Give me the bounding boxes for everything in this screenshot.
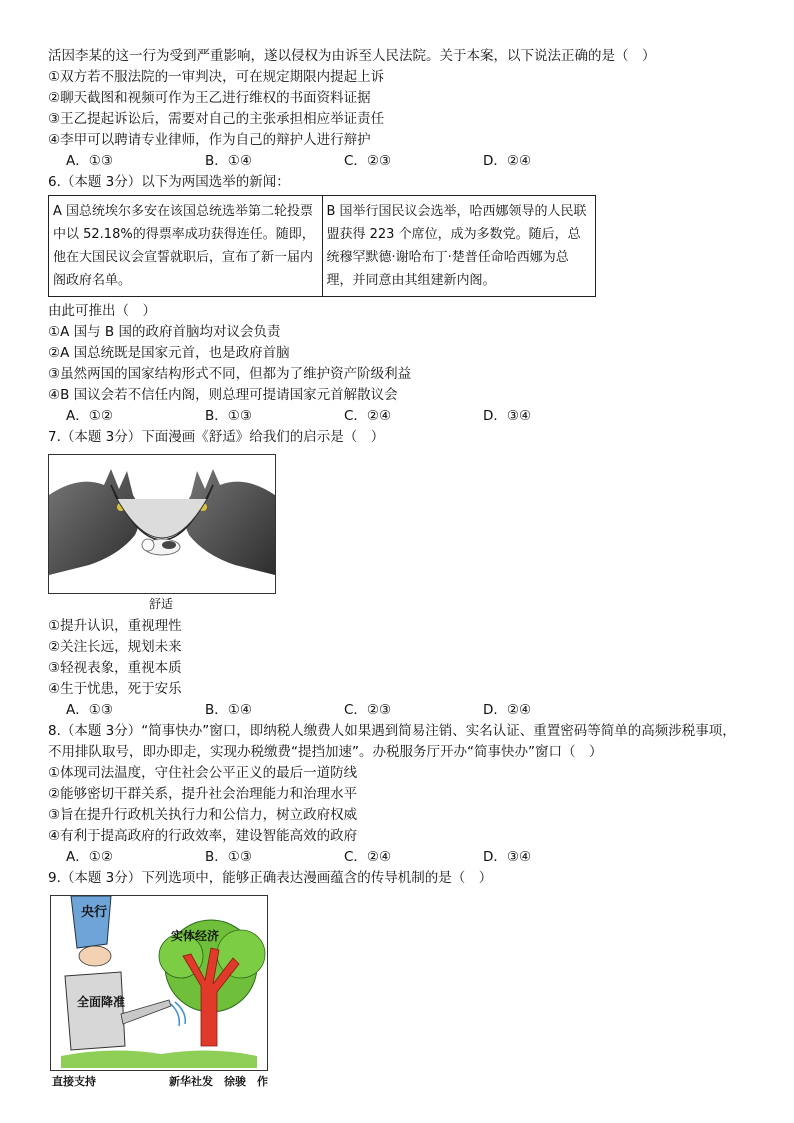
question-5 (48, 46, 748, 172)
question-5-item: ②聊天截图和视频可作为王乙进行维权的书面资料证据 (48, 90, 371, 106)
option-b[interactable]: B．①③ (205, 408, 252, 424)
option-b[interactable]: B．①④ (205, 702, 252, 718)
option-d[interactable]: D．②④ (483, 702, 532, 718)
label-reserve-cut: 全面降准 (77, 995, 126, 1009)
cartoon-caption: 舒适 (148, 597, 173, 611)
question-6-item: ③虽然两国的国家结构形式不同，但都为了维护资产阶级利益 (48, 366, 412, 382)
question-7-item: ①提升认识，重视理性 (48, 618, 182, 634)
question-8-item: ③旨在提升行政机关执行力和公信力，树立政府权威 (48, 807, 358, 823)
option-b[interactable]: B．①③ (205, 849, 252, 865)
question-5-intro: 活因李某的这一行为受到严重影响，遂以侵权为由诉至人民法院。关于本案，以下说法正确的是（ ） (48, 48, 656, 64)
option-c[interactable]: C．②③ (344, 702, 392, 718)
question-8-item: ①体现司法温度，守住社会公平正义的最后一道防线 (48, 765, 358, 781)
label-real-economy: 实体经济 (171, 929, 220, 943)
label-central-bank: 央行 (81, 905, 108, 920)
option-a[interactable]: A．①② (66, 408, 113, 424)
option-c[interactable]: C．②④ (344, 849, 392, 865)
question-5-item: ①双方若不服法院的一审判决，可在规定期限内提起上诉 (48, 69, 385, 85)
news-country-a: A 国总统埃尔多安在该国总统选举第二轮投票中以 52.18%的得票率成功获得连任。随即，他在大国民议会宣誓就职后，宣布了新一届内阁政府名单。 (49, 196, 323, 297)
option-a[interactable]: A．①③ (66, 153, 113, 169)
cats-hammock-illustration (49, 455, 275, 593)
question-7-item: ③轻视表象，重视本质 (48, 660, 182, 676)
option-b[interactable]: B．①④ (205, 153, 252, 169)
cartoon-direct-support (50, 895, 268, 1071)
question-8-options (48, 847, 748, 868)
question-5-options (48, 151, 748, 172)
cartoon-credits (52, 1073, 268, 1089)
question-9 (48, 868, 748, 1089)
question-5-item: ③王乙提起诉讼后，需要对自己的主张承担相应举证责任 (48, 111, 385, 127)
caption-source: 新华社发 徐骏 作 (169, 1075, 268, 1088)
news-table (48, 195, 596, 297)
question-6-item: ④B 国议会若不信任内阁，则总理可提请国家元首解散议会 (48, 387, 398, 403)
option-c[interactable]: C．②④ (344, 408, 392, 424)
question-7 (48, 427, 748, 721)
exam-page (48, 46, 748, 1089)
question-8-item: ④有利于提高政府的行政效率，建设智能高效的政府 (48, 828, 358, 844)
question-9-stem: 9.（本题 3分）下列选项中，能够正确表达漫画蕴含的传导机制的是（ ） (48, 870, 493, 886)
question-5-item: ④李甲可以聘请专业律师，作为自己的辩护人进行辩护 (48, 132, 371, 148)
question-6-options (48, 406, 748, 427)
watering-tree-illustration (51, 896, 267, 1070)
option-d[interactable]: D．③④ (483, 849, 532, 865)
question-7-options (48, 700, 748, 721)
option-a[interactable]: A．①③ (66, 702, 113, 718)
question-6-item: ②A 国总统既是国家元首，也是政府首脑 (48, 345, 290, 361)
question-8-item: ②能够密切干群关系，提升社会治理能力和治理水平 (48, 786, 358, 802)
question-6 (48, 172, 748, 427)
question-7-stem: 7.（本题 3分）下面漫画《舒适》给我们的启示是（ ） (48, 429, 385, 445)
question-6-stem: 6.（本题 3分）以下为两国选举的新闻： (48, 174, 290, 190)
cartoon-comfort (48, 454, 276, 594)
question-6-lead: 由此可推出（ ） (48, 303, 156, 319)
news-country-b: B 国举行国民议会选举，哈西娜领导的人民联盟获得 223 个席位，成为多数党。随后，总统穆罕默德·谢哈布丁·楚普任命哈西娜为总理，并同意由其组建新内阁。 (322, 196, 596, 297)
option-d[interactable]: D．②④ (483, 153, 532, 169)
question-8-stem-continued: 不用排队取号，即办即走，实现办税缴费“提挡加速”。办税服务厅开办“简事快办”窗口（ ） (48, 744, 603, 760)
option-c[interactable]: C．②③ (344, 153, 392, 169)
option-d[interactable]: D．③④ (483, 408, 532, 424)
question-7-item: ④生于忧患，死于安乐 (48, 681, 182, 697)
option-a[interactable]: A．①② (66, 849, 113, 865)
question-7-item: ②关注长远，规划未来 (48, 639, 182, 655)
caption-direct-support: 直接支持 (52, 1075, 96, 1088)
question-6-item: ①A 国与 B 国的政府首脑均对议会负责 (48, 324, 281, 340)
question-8-stem: 8.（本题 3分）“简事快办”窗口，即纳税人缴费人如果遇到简易注销、实名认证、重置密码等简单的高频涉税事项， (48, 723, 736, 739)
question-8 (48, 721, 748, 868)
